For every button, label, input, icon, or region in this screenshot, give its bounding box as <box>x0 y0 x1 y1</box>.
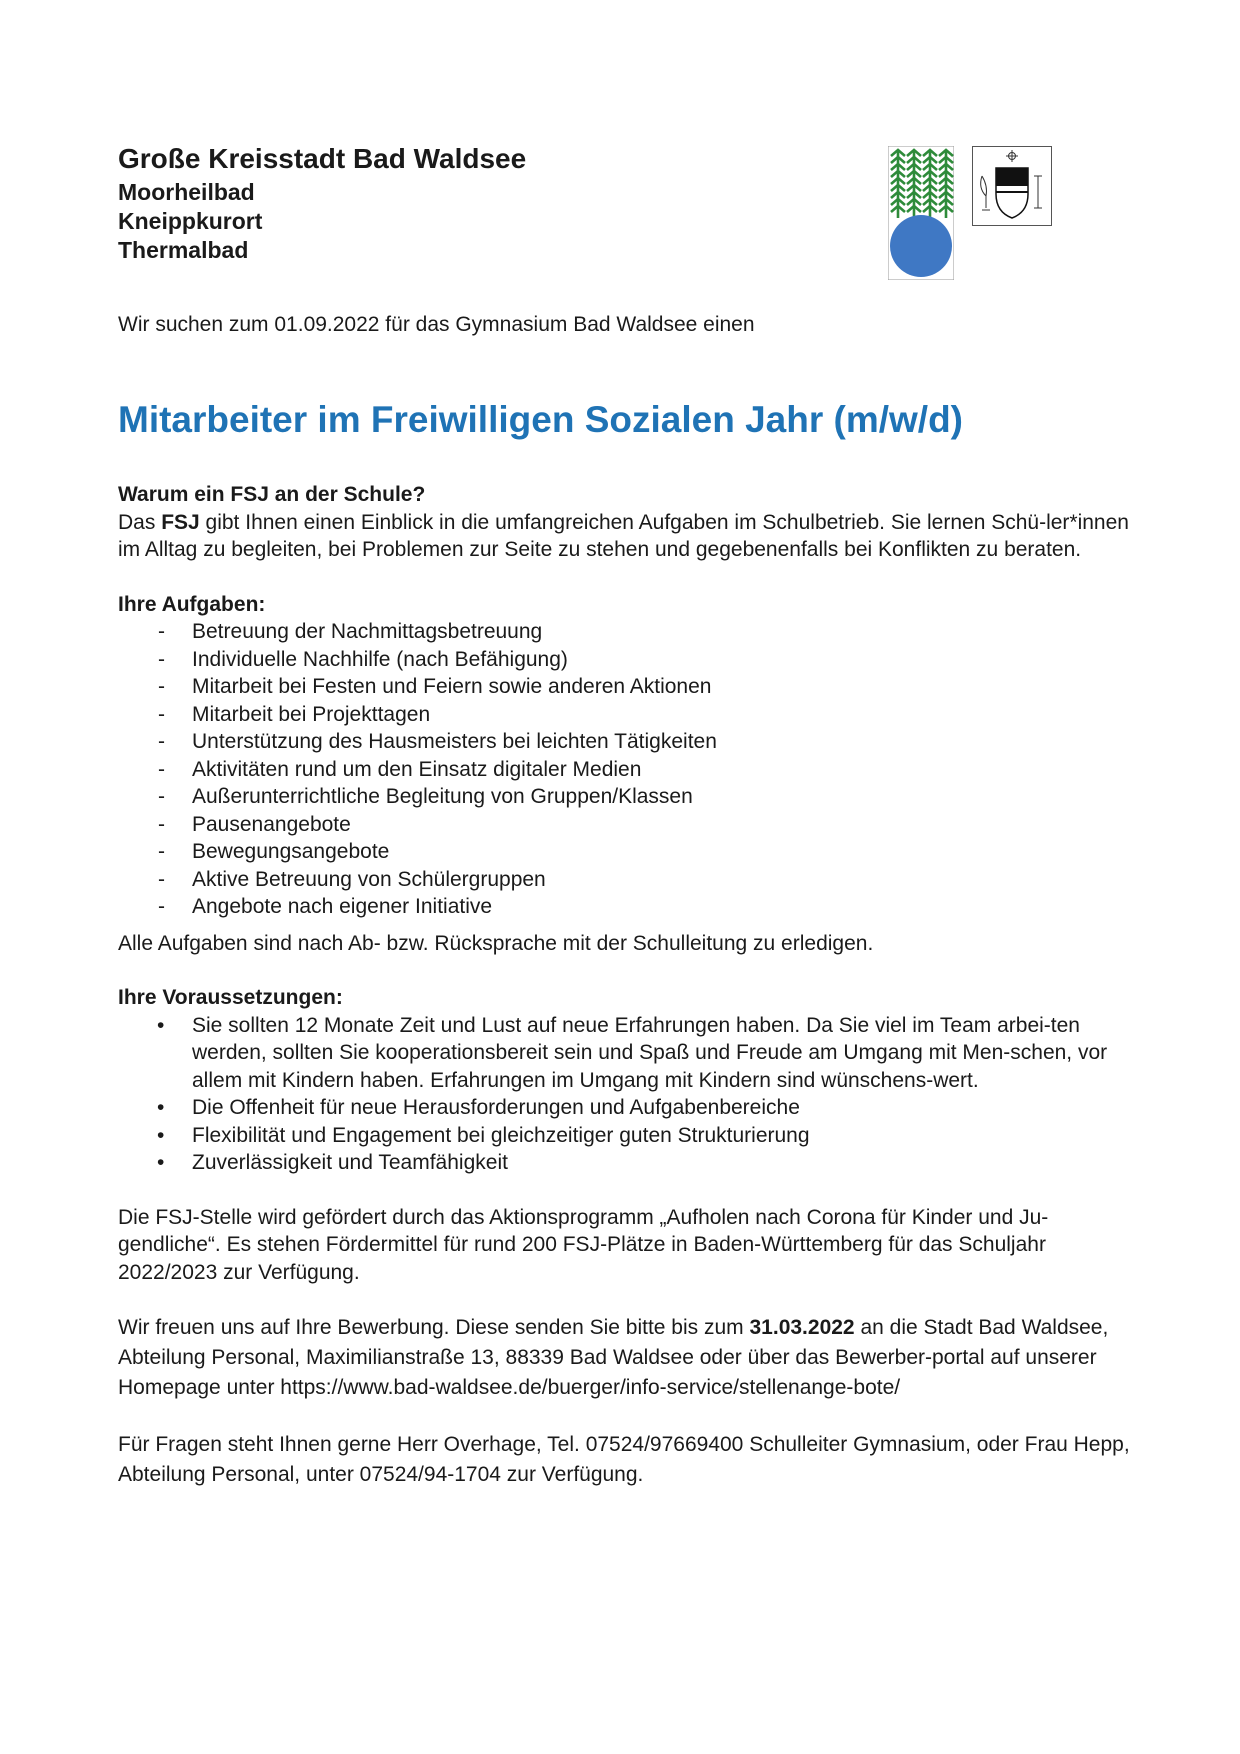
list-item: - Betreuung der Nachmittagsbetreuung <box>118 618 1148 646</box>
application-text-start: Wir freuen uns auf Ihre Bewerbung. Diese senden Sie bitte bis zum <box>118 1316 750 1339</box>
application-deadline: 31.03.2022 <box>749 1316 855 1339</box>
tasks-note: Alle Aufgaben sind nach Ab- bzw. Rücksprache mit der Schulleitung zu erledigen. <box>118 931 874 955</box>
requirements-heading: Ihre Voraussetzungen: <box>118 986 343 1009</box>
list-item: - Mitarbeit bei Festen und Feiern sowie anderen Aktionen <box>118 673 1148 701</box>
list-item: • Zuverlässigkeit und Teamfähigkeit <box>118 1149 1148 1177</box>
application-text <box>118 1313 1148 1403</box>
list-item: - Unterstützung des Hausmeisters bei leichten Tätigkeiten <box>118 728 1148 756</box>
list-item: • Flexibilität und Engagement bei gleichzeitiger guten Strukturierung <box>118 1122 1148 1150</box>
list-item: - Aktivitäten rund um den Einsatz digitaler Medien <box>118 756 1148 784</box>
tasks-heading: Ihre Aufgaben: <box>118 592 266 616</box>
job-title: Mitarbeiter im Freiwilligen Sozialen Jahr (m/w/d) <box>118 399 964 440</box>
why-heading: Warum ein FSJ an der Schule? <box>118 483 426 506</box>
list-item: • Sie sollten 12 Monate Zeit und Lust auf neue Erfahrungen haben. Da Sie viel im Team arbei-ten werden, sollten Sie kooperationsbereit sein und Spaß und Freude am Umgang mit Men-schen, vor allem mit Kindern haben. Erfahrungen im Umgang mit Kindern sind wünschens-wert. <box>118 1012 1148 1095</box>
why-text-rest: gibt Ihnen einen Einblick in die umfangreichen Aufgaben im Schulbetrieb. Sie lernen Schü-ler*innen im Alltag zu begleiten, bei Problemen zur Seite zu stehen und gegebenenfalls bei Konflikten zu beraten. <box>118 510 1129 561</box>
subtitle-moorheilbad: Moorheilbad <box>118 179 255 205</box>
contact-text: Für Fragen steht Ihnen gerne Herr Overhage, Tel. 07524/97669400 Schulleiter Gymnasium, oder Frau Hepp, Abteilung Personal, unter 07524/94-1704 zur Verfügung. <box>118 1433 1130 1486</box>
subtitle-kneippkurort: Kneippkurort <box>118 208 263 234</box>
why-text-fsj: FSJ <box>161 510 200 534</box>
city-crest-logo <box>972 146 1052 226</box>
list-item: - Angebote nach eigener Initiative <box>118 893 1148 921</box>
city-name: Große Kreisstadt Bad Waldsee <box>118 143 527 174</box>
subtitle-thermalbad: Thermalbad <box>118 237 249 263</box>
requirements-list <box>118 1012 1148 1177</box>
funding-text: Die FSJ-Stelle wird gefördert durch das Aktionsprogramm „Aufholen nach Corona für Kinder und Ju-gendliche“. Es stehen Fördermittel für rund 200 FSJ-Plätze in Baden-Württemberg für das Schuljahr 2022/2023 zur Verfügung. <box>118 1205 1049 1284</box>
job-description <box>118 481 1148 1490</box>
application-text-rest: an die Stadt Bad Waldsee, Abteilung Personal, Maximilianstraße 13, 88339 Bad Waldsee oder über das Bewerber-portal auf unserer Homepage unter https://www.bad-waldsee.de/buerger/info-service/stellenange-bote/ <box>118 1316 1109 1399</box>
list-item: • Die Offenheit für neue Herausforderungen und Aufgabenbereiche <box>118 1094 1148 1122</box>
intro-text: Wir suchen zum 01.09.2022 für das Gymnasium Bad Waldsee einen <box>118 313 755 336</box>
tasks-list <box>118 618 1148 921</box>
forest-lake-logo <box>888 146 954 280</box>
list-item: - Bewegungsangebote <box>118 838 1148 866</box>
list-item: - Mitarbeit bei Projekttagen <box>118 701 1148 729</box>
why-text-start: Das <box>118 510 162 534</box>
list-item: - Aktive Betreuung von Schülergruppen <box>118 866 1148 894</box>
list-item: - Pausenangebote <box>118 811 1148 839</box>
list-item: - Außerunterrichtliche Begleitung von Gruppen/Klassen <box>118 783 1148 811</box>
list-item: - Individuelle Nachhilfe (nach Befähigung) <box>118 646 1148 674</box>
why-text <box>118 509 1148 564</box>
letterhead <box>118 140 526 265</box>
